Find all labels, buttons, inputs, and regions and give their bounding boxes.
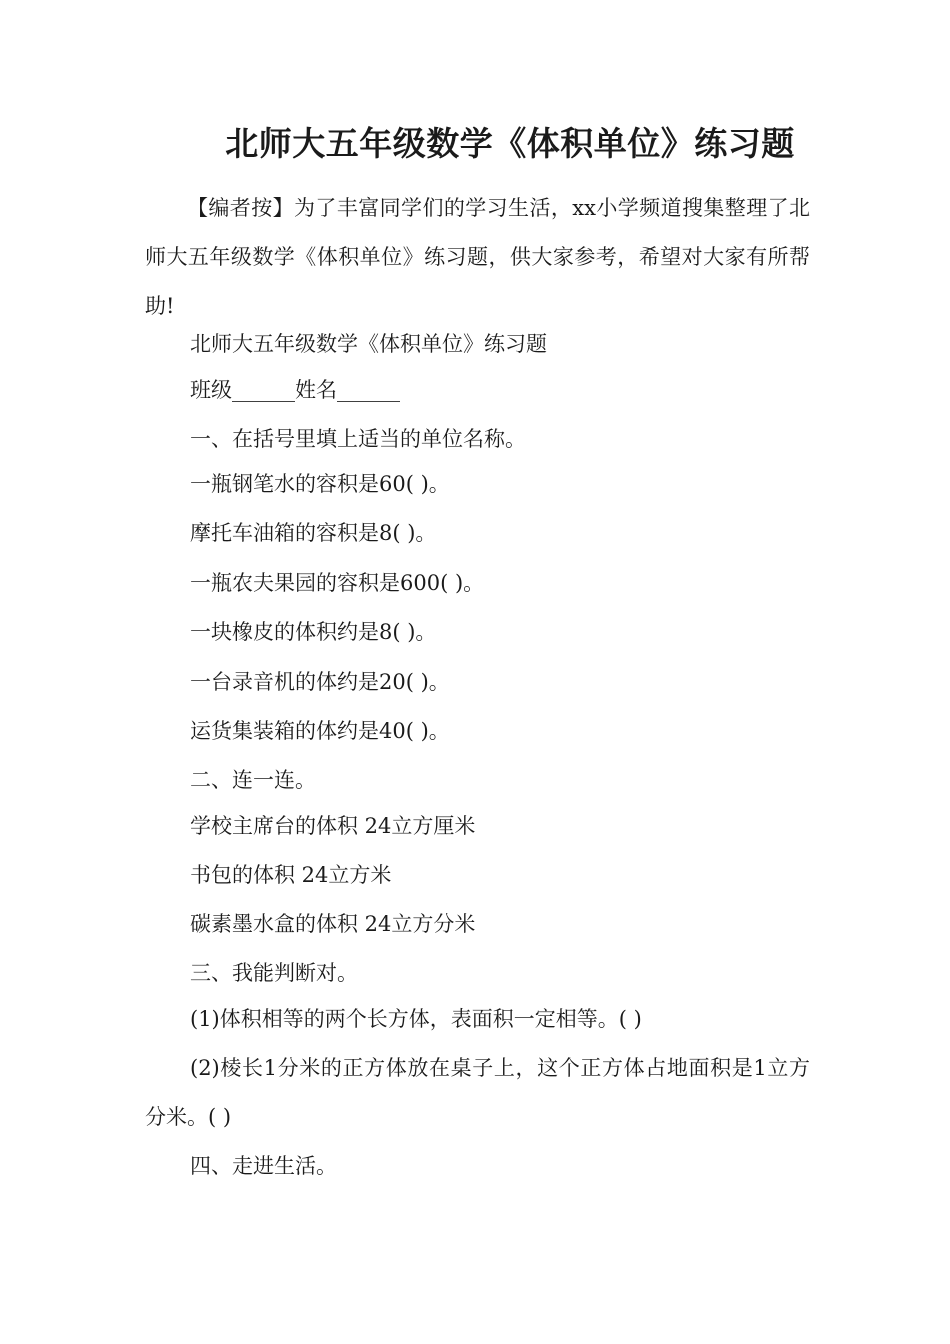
section-1-heading: 一、在括号里填上适当的单位名称。: [190, 427, 526, 451]
section-1-item: 一瓶钢笔水的容积是60( )。: [190, 472, 450, 496]
document-title: 北师大五年级数学《体积单位》练习题: [225, 124, 795, 163]
section-2-item: 碳素墨水盒的体积 24立方分米: [190, 912, 476, 936]
exercise-subtitle: 北师大五年级数学《体积单位》练习题: [190, 332, 547, 356]
section-1-item: 一块橡皮的体积约是8( )。: [190, 620, 437, 644]
section-3-item-2: (2)棱长1分米的正方体放在桌子上，这个正方体占地面积是1立方分米。( ): [145, 1056, 810, 1129]
section-4-heading: 四、走进生活。: [190, 1154, 337, 1178]
section-3-heading: 三、我能判断对。: [190, 961, 358, 985]
class-name-line: 班级______姓名______: [190, 378, 400, 402]
editor-note-paragraph: 【编者按】为了丰富同学们的学习生活，xx小学频道搜集整理了北师大五年级数学《体积单位》练习题，供大家参考，希望对大家有所帮助!: [145, 196, 810, 318]
section-3-item-1: (1)体积相等的两个长方体，表面积一定相等。( ): [190, 1007, 642, 1031]
section-2-heading: 二、连一连。: [190, 768, 316, 792]
section-1-item: 一瓶农夫果园的容积是600( )。: [190, 571, 485, 595]
section-2-item: 书包的体积 24立方米: [190, 863, 392, 887]
section-1-item: 运货集装箱的体约是40( )。: [190, 719, 450, 743]
section-1-item: 一台录音机的体约是20( )。: [190, 670, 450, 694]
section-1-item: 摩托车油箱的容积是8( )。: [190, 521, 437, 545]
section-2-item: 学校主席台的体积 24立方厘米: [190, 814, 476, 838]
